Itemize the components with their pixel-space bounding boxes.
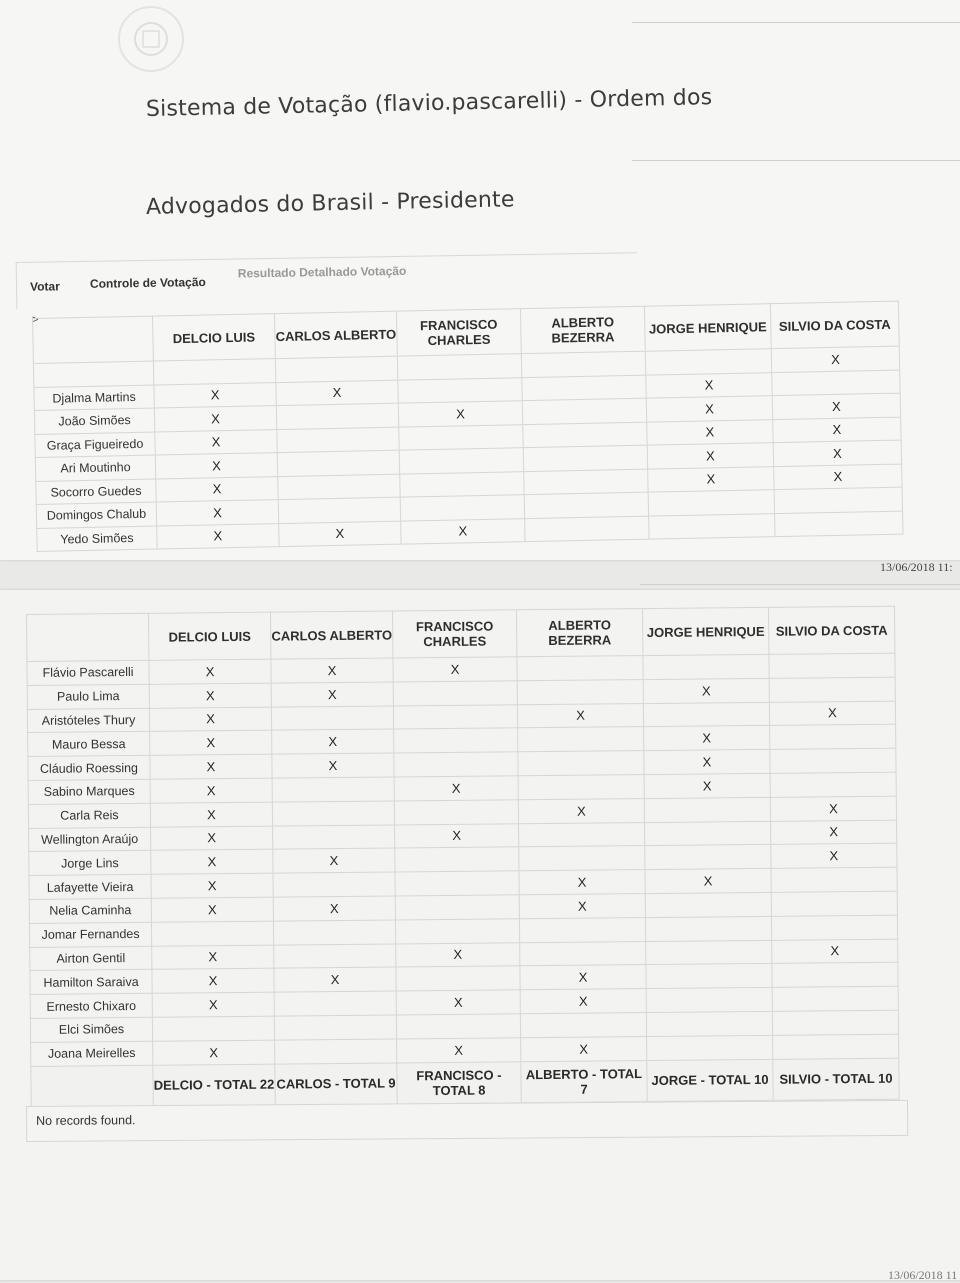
header-blank-cell — [27, 613, 149, 661]
vote-mark: X — [156, 476, 278, 502]
empty-cell — [396, 1014, 520, 1039]
empty-cell — [647, 1035, 773, 1060]
no-records-row — [26, 1100, 908, 1142]
empty-cell — [518, 775, 644, 800]
candidate-total: FRANCISCO - TOTAL 8 — [397, 1061, 521, 1103]
empty-cell — [774, 487, 902, 513]
vote-mark: X — [520, 989, 646, 1014]
vote-mark: X — [150, 802, 272, 827]
empty-cell — [523, 445, 647, 471]
voter-name: Carla Reis — [28, 803, 150, 828]
seal-icon — [131, 19, 171, 59]
vote-mark: X — [154, 382, 276, 408]
voter-name — [33, 361, 153, 387]
voter-name: Wellington Araújo — [29, 827, 151, 852]
candidate-header: JORGE HENRIQUE — [642, 607, 768, 655]
vote-mark: X — [771, 844, 897, 869]
empty-cell — [399, 424, 523, 450]
voter-name: João Simões — [34, 408, 154, 434]
voter-name: Elci Simões — [30, 1017, 152, 1042]
voter-name: Hamilton Saraiva — [30, 970, 152, 995]
vote-mark: X — [518, 798, 644, 823]
vote-mark: X — [272, 729, 394, 754]
empty-cell — [520, 1013, 646, 1038]
totals-row — [31, 1058, 899, 1107]
candidate-total: CARLOS - TOTAL 9 — [275, 1063, 397, 1105]
empty-cell — [518, 751, 644, 776]
empty-cell — [518, 727, 644, 752]
vote-mark: X — [153, 1040, 275, 1065]
empty-cell — [645, 916, 771, 941]
empty-cell — [519, 846, 645, 871]
empty-cell — [271, 706, 393, 731]
vote-mark: X — [643, 678, 769, 703]
voter-name: Paulo Lima — [27, 684, 149, 709]
voter-name: Domingos Chalub — [36, 502, 156, 528]
vote-mark: X — [149, 707, 271, 732]
vote-mark: X — [646, 372, 772, 398]
empty-cell — [643, 654, 769, 679]
scan-streak — [632, 22, 960, 23]
print-timestamp: 13/06/2018 11: — [880, 560, 953, 574]
vote-mark: X — [394, 776, 518, 801]
vote-mark: X — [149, 659, 271, 684]
vote-mark: X — [271, 682, 393, 707]
vote-mark: X — [647, 419, 773, 445]
empty-cell — [272, 777, 394, 802]
vote-mark: X — [520, 965, 646, 990]
vote-mark: X — [151, 873, 273, 898]
vote-mark: X — [396, 990, 520, 1015]
empty-cell — [771, 867, 897, 892]
empty-cell — [275, 1039, 397, 1064]
vote-mark: X — [154, 406, 276, 432]
empty-cell — [643, 702, 769, 727]
vote-mark: X — [155, 429, 277, 455]
empty-cell — [645, 349, 771, 375]
voter-name: Aristóteles Thury — [27, 708, 149, 733]
vote-mark: X — [150, 731, 272, 756]
votes-table-2 — [26, 606, 900, 1108]
voter-name: Airton Gentil — [30, 946, 152, 971]
voter-name: Ari Moutinho — [35, 455, 155, 481]
empty-cell — [770, 725, 896, 750]
vote-mark: X — [395, 823, 519, 848]
totals-blank-cell — [31, 1065, 153, 1107]
vote-mark: X — [155, 453, 277, 479]
votes-table-1 — [32, 301, 904, 552]
empty-cell — [645, 821, 771, 846]
candidate-header: FRANCISCO CHARLES — [392, 610, 516, 658]
vote-mark: X — [397, 1038, 521, 1063]
voter-name: Djalma Martins — [34, 385, 154, 411]
empty-cell — [519, 822, 645, 847]
empty-cell — [274, 1015, 396, 1040]
empty-cell — [273, 872, 395, 897]
voter-name: Sabino Marques — [28, 779, 150, 804]
tab-resultado-detalhado[interactable]: Resultado Detalhado Votação — [237, 263, 407, 281]
empty-cell — [517, 656, 643, 681]
empty-cell — [522, 398, 646, 424]
empty-cell — [519, 917, 645, 942]
empty-cell — [399, 448, 523, 474]
empty-cell — [775, 511, 903, 537]
empty-cell — [151, 921, 273, 946]
breadcrumb-arrow[interactable]: > — [32, 314, 39, 326]
empty-cell — [520, 941, 646, 966]
vote-mark: X — [151, 850, 273, 875]
empty-cell — [277, 450, 399, 476]
tab-votar[interactable]: Votar — [29, 279, 60, 294]
vote-mark: X — [393, 657, 517, 682]
vote-mark: X — [644, 750, 770, 775]
vote-mark: X — [152, 968, 274, 993]
vote-mark: X — [772, 939, 898, 964]
vote-mark: X — [517, 703, 643, 728]
empty-cell — [393, 681, 517, 706]
empty-cell — [153, 359, 275, 385]
vote-mark: X — [274, 967, 396, 992]
vote-mark: X — [271, 658, 393, 683]
empty-cell — [394, 752, 518, 777]
vote-mark: X — [644, 773, 770, 798]
vote-mark: X — [771, 820, 897, 845]
voter-name: Lafayette Vieira — [29, 874, 151, 899]
empty-cell — [771, 891, 897, 916]
voter-name: Ernesto Chixaro — [30, 993, 152, 1018]
page-title-line-1: Sistema de Votação (flavio.pascarelli) - Ordem dos — [145, 85, 713, 122]
vote-mark: X — [151, 897, 273, 922]
empty-cell — [524, 492, 648, 518]
empty-cell — [395, 847, 519, 872]
empty-cell — [395, 919, 519, 944]
scan-streak — [640, 584, 960, 585]
empty-cell — [646, 940, 772, 965]
vote-mark: X — [774, 464, 902, 490]
vote-mark: X — [150, 778, 272, 803]
vote-mark: X — [645, 869, 771, 894]
candidate-header: ALBERTO BEZERRA — [520, 306, 645, 353]
print-timestamp-2: 13/06/2018 11 — [888, 1268, 958, 1282]
vote-mark: X — [769, 701, 895, 726]
vote-mark: X — [519, 894, 645, 919]
empty-cell — [273, 825, 395, 850]
vote-mark: X — [152, 945, 274, 970]
empty-cell — [646, 964, 772, 989]
empty-cell — [771, 915, 897, 940]
candidate-total: JORGE - TOTAL 10 — [647, 1059, 773, 1101]
empty-cell — [772, 986, 898, 1011]
empty-cell — [393, 704, 517, 729]
empty-cell — [769, 677, 895, 702]
empty-cell — [152, 1016, 274, 1041]
vote-mark: X — [152, 992, 274, 1017]
voter-name: Yedo Simões — [37, 526, 157, 552]
candidate-header: ALBERTO BEZERRA — [516, 609, 642, 657]
empty-cell — [770, 772, 896, 797]
empty-cell — [395, 871, 519, 896]
vote-mark: X — [398, 401, 522, 427]
vote-mark: X — [396, 942, 520, 967]
header-blank-cell — [33, 316, 154, 363]
empty-cell — [772, 1010, 898, 1035]
candidate-header: CARLOS ALBERTO — [274, 311, 397, 358]
empty-cell — [649, 513, 775, 539]
empty-cell — [398, 377, 522, 403]
candidate-total: SILVIO - TOTAL 10 — [773, 1058, 899, 1100]
empty-cell — [648, 490, 774, 516]
empty-cell — [400, 495, 524, 521]
empty-cell — [275, 356, 397, 382]
voter-name: Socorro Guedes — [36, 479, 156, 505]
voter-name: Graça Figueiredo — [35, 432, 155, 458]
candidate-header: DELCIO LUIS — [152, 314, 275, 361]
empty-cell — [524, 469, 648, 495]
empty-cell — [645, 845, 771, 870]
empty-cell — [274, 944, 396, 969]
candidate-header: FRANCISCO CHARLES — [396, 309, 521, 356]
empty-cell — [272, 801, 394, 826]
empty-cell — [277, 427, 399, 453]
voter-name: Jorge Lins — [29, 851, 151, 876]
empty-cell — [772, 370, 900, 396]
empty-cell — [397, 354, 521, 380]
vote-mark: X — [273, 848, 395, 873]
empty-cell — [396, 966, 520, 991]
empty-cell — [278, 497, 400, 523]
vote-mark: X — [276, 380, 398, 406]
empty-cell — [273, 920, 395, 945]
empty-cell — [394, 728, 518, 753]
tab-controle-votacao[interactable]: Controle de Votação — [89, 275, 206, 291]
vote-mark: X — [646, 396, 772, 422]
vote-mark: X — [521, 1036, 647, 1061]
candidate-header: SILVIO DA COSTA — [768, 606, 894, 654]
vote-mark: X — [770, 796, 896, 821]
vote-mark: X — [149, 683, 271, 708]
vote-mark: X — [150, 754, 272, 779]
empty-cell — [517, 679, 643, 704]
empty-cell — [646, 988, 772, 1013]
vote-mark: X — [156, 500, 278, 526]
candidate-total: ALBERTO - TOTAL 7 — [521, 1060, 647, 1102]
empty-cell — [525, 516, 649, 542]
empty-cell — [521, 351, 645, 377]
tab-bar — [16, 252, 637, 308]
scan-streak — [632, 160, 960, 161]
candidate-header: SILVIO DA COSTA — [770, 301, 899, 349]
voter-name: Mauro Bessa — [28, 732, 150, 757]
vote-mark: X — [273, 896, 395, 921]
empty-cell — [522, 375, 646, 401]
empty-cell — [770, 748, 896, 773]
empty-cell — [773, 1034, 899, 1059]
candidate-header: DELCIO LUIS — [148, 612, 270, 660]
empty-cell — [645, 892, 771, 917]
voter-name: Flávio Pascarelli — [27, 660, 149, 685]
empty-cell — [646, 1011, 772, 1036]
vote-mark: X — [773, 440, 901, 466]
vote-mark: X — [401, 518, 525, 544]
voter-name: Nelia Caminha — [29, 898, 151, 923]
voter-name: Cláudio Roessing — [28, 756, 150, 781]
vote-mark: X — [644, 726, 770, 751]
vote-mark: X — [519, 870, 645, 895]
table-header-row — [27, 606, 895, 661]
vote-mark: X — [279, 521, 401, 547]
vote-mark: X — [773, 417, 901, 443]
empty-cell — [276, 403, 398, 429]
voter-name: Jomar Fernandes — [29, 922, 151, 947]
page-title-line-2: Advogados do Brasil - Presidente — [145, 187, 515, 220]
vote-mark: X — [772, 393, 900, 419]
empty-cell — [278, 474, 400, 500]
oab-seal-watermark — [118, 6, 184, 72]
candidate-header: CARLOS ALBERTO — [270, 611, 392, 659]
empty-cell — [274, 991, 396, 1016]
vote-mark: X — [157, 523, 279, 549]
vote-mark: X — [647, 443, 773, 469]
empty-cell — [394, 800, 518, 825]
candidate-total: DELCIO - TOTAL 22 — [153, 1064, 275, 1106]
vote-mark: X — [272, 753, 394, 778]
no-records-text: No records found. — [36, 1113, 136, 1128]
vote-mark: X — [648, 466, 774, 492]
vote-mark: X — [151, 826, 273, 851]
empty-cell — [400, 471, 524, 497]
empty-cell — [769, 653, 895, 678]
empty-cell — [395, 895, 519, 920]
empty-cell — [772, 963, 898, 988]
candidate-header: JORGE HENRIQUE — [644, 304, 771, 352]
vote-mark: X — [771, 346, 899, 372]
voter-name: Joana Meirelles — [31, 1041, 153, 1066]
printed-page-1 — [0, 0, 960, 574]
empty-cell — [523, 422, 647, 448]
empty-cell — [644, 797, 770, 822]
